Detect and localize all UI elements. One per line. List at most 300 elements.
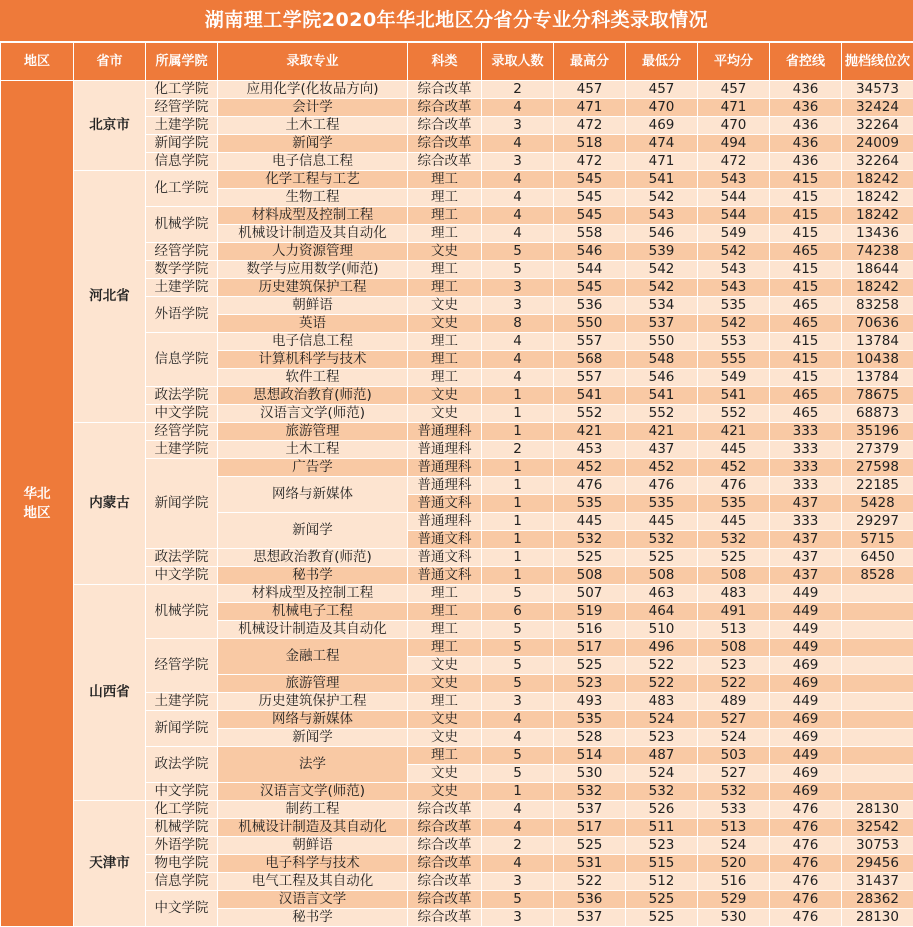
table-row [1,81,913,99]
admitted-cell: 3 [482,297,554,315]
rank-cell [842,621,913,639]
admitted-cell: 1 [482,477,554,495]
major-cell: 机械电子工程 [218,603,408,621]
college-cell: 经管学院 [146,243,218,261]
control-line-cell: 436 [770,153,842,171]
control-line-cell: 476 [770,891,842,909]
rank-cell: 8528 [842,567,913,585]
header-admitted: 录取人数 [482,43,554,81]
college-cell: 中文学院 [146,891,218,927]
rank-cell: 32264 [842,153,913,171]
rank-cell: 13784 [842,333,913,351]
control-line-cell: 333 [770,441,842,459]
major-cell: 新闻学 [218,135,408,153]
category-cell: 普通理科 [408,423,482,441]
admitted-cell: 1 [482,423,554,441]
province-cell: 天津市 [74,801,146,927]
control-line-cell: 476 [770,837,842,855]
admitted-cell: 5 [482,621,554,639]
min-score-cell: 452 [626,459,698,477]
control-line-cell: 465 [770,297,842,315]
rank-cell [842,747,913,765]
admitted-cell: 4 [482,333,554,351]
major-cell: 制药工程 [218,801,408,819]
control-line-cell: 469 [770,675,842,693]
avg-score-cell: 530 [698,909,770,927]
min-score-cell: 457 [626,81,698,99]
min-score-cell: 421 [626,423,698,441]
admitted-cell: 4 [482,855,554,873]
college-cell: 化工学院 [146,801,218,819]
admitted-cell: 4 [482,225,554,243]
max-score-cell: 519 [554,603,626,621]
min-score-cell: 543 [626,207,698,225]
category-cell: 理工 [408,261,482,279]
max-score-cell: 522 [554,873,626,891]
avg-score-cell: 544 [698,207,770,225]
min-score-cell: 550 [626,333,698,351]
college-cell: 信息学院 [146,873,218,891]
admitted-cell: 5 [482,639,554,657]
major-cell: 广告学 [218,459,408,477]
avg-score-cell: 452 [698,459,770,477]
major-cell: 汉语言文学(师范) [218,405,408,423]
major-cell: 机械设计制造及其自动化 [218,621,408,639]
max-score-cell: 507 [554,585,626,603]
control-line-cell: 449 [770,639,842,657]
min-score-cell: 437 [626,441,698,459]
category-cell: 理工 [408,189,482,207]
category-cell: 文史 [408,783,482,801]
control-line-cell: 449 [770,585,842,603]
header-college: 所属学院 [146,43,218,81]
min-score-cell: 534 [626,297,698,315]
control-line-cell: 333 [770,459,842,477]
category-cell: 理工 [408,207,482,225]
major-cell: 旅游管理 [218,675,408,693]
category-cell: 综合改革 [408,909,482,927]
college-cell: 中文学院 [146,567,218,585]
max-score-cell: 536 [554,297,626,315]
college-cell: 中文学院 [146,783,218,801]
category-cell: 普通文科 [408,531,482,549]
control-line-cell: 415 [770,279,842,297]
min-score-cell: 464 [626,603,698,621]
major-cell: 电子科学与技术 [218,855,408,873]
avg-score-cell: 445 [698,441,770,459]
max-score-cell: 568 [554,351,626,369]
avg-score-cell: 523 [698,657,770,675]
college-cell: 政法学院 [146,747,218,783]
category-cell: 文史 [408,297,482,315]
college-cell: 外语学院 [146,837,218,855]
table-body [1,81,913,927]
major-cell: 生物工程 [218,189,408,207]
control-line-cell: 415 [770,261,842,279]
major-cell: 数学与应用数学(师范) [218,261,408,279]
max-score-cell: 537 [554,909,626,927]
min-score-cell: 524 [626,765,698,783]
college-cell: 经管学院 [146,99,218,117]
admitted-cell: 3 [482,153,554,171]
avg-score-cell: 544 [698,189,770,207]
min-score-cell: 524 [626,711,698,729]
header-row [1,43,913,81]
major-cell: 计算机科学与技术 [218,351,408,369]
control-line-cell: 415 [770,333,842,351]
admitted-cell: 4 [482,189,554,207]
major-cell: 机械设计制造及其自动化 [218,819,408,837]
avg-score-cell: 535 [698,495,770,513]
major-cell: 应用化学(化妆品方向) [218,81,408,99]
major-cell: 金融工程 [218,639,408,675]
max-score-cell: 552 [554,405,626,423]
college-cell: 机械学院 [146,585,218,639]
category-cell: 理工 [408,333,482,351]
control-line-cell: 437 [770,549,842,567]
admitted-cell: 2 [482,837,554,855]
avg-score-cell: 516 [698,873,770,891]
rank-cell [842,765,913,783]
rank-cell: 13436 [842,225,913,243]
college-cell: 经管学院 [146,423,218,441]
admission-table [0,42,913,927]
admitted-cell: 1 [482,783,554,801]
min-score-cell: 515 [626,855,698,873]
avg-score-cell: 543 [698,171,770,189]
min-score-cell: 546 [626,369,698,387]
rank-cell: 10438 [842,351,913,369]
max-score-cell: 453 [554,441,626,459]
major-cell: 汉语言文学(师范) [218,783,408,801]
control-line-cell: 415 [770,369,842,387]
header-rank: 抛档线位次 [842,43,913,81]
avg-score-cell: 513 [698,819,770,837]
category-cell: 文史 [408,711,482,729]
rank-cell: 13784 [842,369,913,387]
college-cell: 土建学院 [146,441,218,459]
avg-score-cell: 555 [698,351,770,369]
avg-score-cell: 483 [698,585,770,603]
max-score-cell: 516 [554,621,626,639]
rank-cell: 28130 [842,909,913,927]
header-min-score: 最低分 [626,43,698,81]
admitted-cell: 1 [482,549,554,567]
avg-score-cell: 457 [698,81,770,99]
header-major: 录取专业 [218,43,408,81]
category-cell: 综合改革 [408,801,482,819]
major-cell: 材料成型及控制工程 [218,585,408,603]
rank-cell: 32424 [842,99,913,117]
rank-cell [842,585,913,603]
category-cell: 文史 [408,765,482,783]
max-score-cell: 476 [554,477,626,495]
max-score-cell: 532 [554,783,626,801]
avg-score-cell: 525 [698,549,770,567]
major-cell: 会计学 [218,99,408,117]
max-score-cell: 525 [554,549,626,567]
min-score-cell: 445 [626,513,698,531]
admitted-cell: 4 [482,351,554,369]
min-score-cell: 463 [626,585,698,603]
rank-cell: 22185 [842,477,913,495]
avg-score-cell: 552 [698,405,770,423]
admitted-cell: 3 [482,909,554,927]
max-score-cell: 457 [554,81,626,99]
control-line-cell: 436 [770,117,842,135]
min-score-cell: 542 [626,279,698,297]
table-row [1,423,913,441]
avg-score-cell: 535 [698,297,770,315]
avg-score-cell: 553 [698,333,770,351]
min-score-cell: 541 [626,387,698,405]
admitted-cell: 5 [482,747,554,765]
admitted-cell: 4 [482,819,554,837]
college-cell: 土建学院 [146,279,218,297]
avg-score-cell: 549 [698,369,770,387]
avg-score-cell: 508 [698,567,770,585]
avg-score-cell: 470 [698,117,770,135]
category-cell: 文史 [408,675,482,693]
max-score-cell: 544 [554,261,626,279]
admitted-cell: 4 [482,711,554,729]
major-cell: 人力资源管理 [218,243,408,261]
category-cell: 文史 [408,729,482,747]
college-cell: 数学学院 [146,261,218,279]
rank-cell: 74238 [842,243,913,261]
category-cell: 综合改革 [408,81,482,99]
avg-score-cell: 527 [698,711,770,729]
max-score-cell: 508 [554,567,626,585]
college-cell: 信息学院 [146,333,218,387]
category-cell: 理工 [408,621,482,639]
rank-cell [842,711,913,729]
max-score-cell: 550 [554,315,626,333]
max-score-cell: 471 [554,99,626,117]
max-score-cell: 530 [554,765,626,783]
category-cell: 综合改革 [408,891,482,909]
avg-score-cell: 543 [698,261,770,279]
admitted-cell: 3 [482,873,554,891]
max-score-cell: 531 [554,855,626,873]
control-line-cell: 333 [770,513,842,531]
max-score-cell: 518 [554,135,626,153]
control-line-cell: 465 [770,405,842,423]
min-score-cell: 474 [626,135,698,153]
category-cell: 综合改革 [408,117,482,135]
min-score-cell: 546 [626,225,698,243]
rank-cell: 29456 [842,855,913,873]
max-score-cell: 528 [554,729,626,747]
min-score-cell: 532 [626,531,698,549]
header-province: 省市 [74,43,146,81]
rank-cell: 27379 [842,441,913,459]
header-category: 科类 [408,43,482,81]
category-cell: 普通理科 [408,477,482,495]
rank-cell: 35196 [842,423,913,441]
max-score-cell: 532 [554,531,626,549]
college-cell: 外语学院 [146,297,218,333]
control-line-cell: 476 [770,819,842,837]
min-score-cell: 511 [626,819,698,837]
college-cell: 化工学院 [146,81,218,99]
college-cell: 新闻学院 [146,135,218,153]
control-line-cell: 333 [770,423,842,441]
admitted-cell: 2 [482,441,554,459]
category-cell: 综合改革 [408,855,482,873]
min-score-cell: 487 [626,747,698,765]
college-cell: 新闻学院 [146,711,218,747]
category-cell: 普通理科 [408,441,482,459]
min-score-cell: 526 [626,801,698,819]
page-title: 湖南理工学院2020年华北地区分省分专业分科类录取情况 [0,0,913,41]
category-cell: 理工 [408,747,482,765]
avg-score-cell: 532 [698,531,770,549]
avg-score-cell: 541 [698,387,770,405]
admitted-cell: 4 [482,99,554,117]
admitted-cell: 2 [482,81,554,99]
major-cell: 新闻学 [218,729,408,747]
major-cell: 英语 [218,315,408,333]
avg-score-cell: 445 [698,513,770,531]
rank-cell: 32264 [842,117,913,135]
avg-score-cell: 494 [698,135,770,153]
major-cell: 化学工程与工艺 [218,171,408,189]
rank-cell: 5428 [842,495,913,513]
control-line-cell: 415 [770,189,842,207]
control-line-cell: 469 [770,657,842,675]
major-cell: 旅游管理 [218,423,408,441]
control-line-cell: 437 [770,495,842,513]
rank-cell: 18242 [842,171,913,189]
avg-score-cell: 472 [698,153,770,171]
control-line-cell: 437 [770,567,842,585]
avg-score-cell: 542 [698,243,770,261]
min-score-cell: 496 [626,639,698,657]
admitted-cell: 5 [482,261,554,279]
control-line-cell: 465 [770,315,842,333]
min-score-cell: 471 [626,153,698,171]
control-line-cell: 476 [770,873,842,891]
max-score-cell: 536 [554,891,626,909]
min-score-cell: 542 [626,261,698,279]
category-cell: 文史 [408,387,482,405]
max-score-cell: 537 [554,801,626,819]
rank-cell: 24009 [842,135,913,153]
major-cell: 机械设计制造及其自动化 [218,225,408,243]
min-score-cell: 523 [626,837,698,855]
college-cell: 土建学院 [146,693,218,711]
min-score-cell: 539 [626,243,698,261]
college-cell: 中文学院 [146,405,218,423]
category-cell: 综合改革 [408,135,482,153]
category-cell: 理工 [408,585,482,603]
min-score-cell: 537 [626,315,698,333]
category-cell: 普通理科 [408,459,482,477]
min-score-cell: 541 [626,171,698,189]
avg-score-cell: 549 [698,225,770,243]
admitted-cell: 4 [482,207,554,225]
category-cell: 理工 [408,171,482,189]
college-cell: 新闻学院 [146,459,218,549]
admitted-cell: 1 [482,495,554,513]
province-cell: 河北省 [74,171,146,423]
admitted-cell: 6 [482,603,554,621]
category-cell: 理工 [408,369,482,387]
major-cell: 历史建筑保护工程 [218,693,408,711]
category-cell: 综合改革 [408,153,482,171]
category-cell: 综合改革 [408,873,482,891]
rank-cell: 18242 [842,279,913,297]
header-avg-score: 平均分 [698,43,770,81]
control-line-cell: 469 [770,765,842,783]
major-cell: 朝鲜语 [218,837,408,855]
max-score-cell: 525 [554,657,626,675]
major-cell: 土木工程 [218,441,408,459]
control-line-cell: 465 [770,243,842,261]
rank-cell: 5715 [842,531,913,549]
category-cell: 理工 [408,603,482,621]
rank-cell [842,603,913,621]
rank-cell: 6450 [842,549,913,567]
avg-score-cell: 522 [698,675,770,693]
rank-cell: 28130 [842,801,913,819]
province-cell: 内蒙古 [74,423,146,585]
admitted-cell: 5 [482,891,554,909]
control-line-cell: 449 [770,603,842,621]
major-cell: 电子信息工程 [218,333,408,351]
major-cell: 秘书学 [218,567,408,585]
max-score-cell: 535 [554,711,626,729]
min-score-cell: 552 [626,405,698,423]
rank-cell [842,657,913,675]
category-cell: 理工 [408,351,482,369]
province-cell: 山西省 [74,585,146,801]
category-cell: 理工 [408,639,482,657]
category-cell: 理工 [408,693,482,711]
max-score-cell: 523 [554,675,626,693]
rank-cell: 28362 [842,891,913,909]
header-control-line: 省控线 [770,43,842,81]
major-cell: 朝鲜语 [218,297,408,315]
rank-cell: 18644 [842,261,913,279]
max-score-cell: 517 [554,819,626,837]
rank-cell: 30753 [842,837,913,855]
control-line-cell: 415 [770,351,842,369]
rank-cell: 83258 [842,297,913,315]
avg-score-cell: 532 [698,783,770,801]
avg-score-cell: 476 [698,477,770,495]
avg-score-cell: 421 [698,423,770,441]
min-score-cell: 535 [626,495,698,513]
admitted-cell: 4 [482,801,554,819]
max-score-cell: 421 [554,423,626,441]
college-cell: 信息学院 [146,153,218,171]
admitted-cell: 5 [482,675,554,693]
control-line-cell: 415 [770,225,842,243]
min-score-cell: 525 [626,891,698,909]
rank-cell: 31437 [842,873,913,891]
admitted-cell: 5 [482,657,554,675]
min-score-cell: 512 [626,873,698,891]
major-cell: 网络与新媒体 [218,477,408,513]
college-cell: 机械学院 [146,819,218,837]
rank-cell: 34573 [842,81,913,99]
rank-cell [842,693,913,711]
max-score-cell: 452 [554,459,626,477]
avg-score-cell: 508 [698,639,770,657]
control-line-cell: 449 [770,693,842,711]
